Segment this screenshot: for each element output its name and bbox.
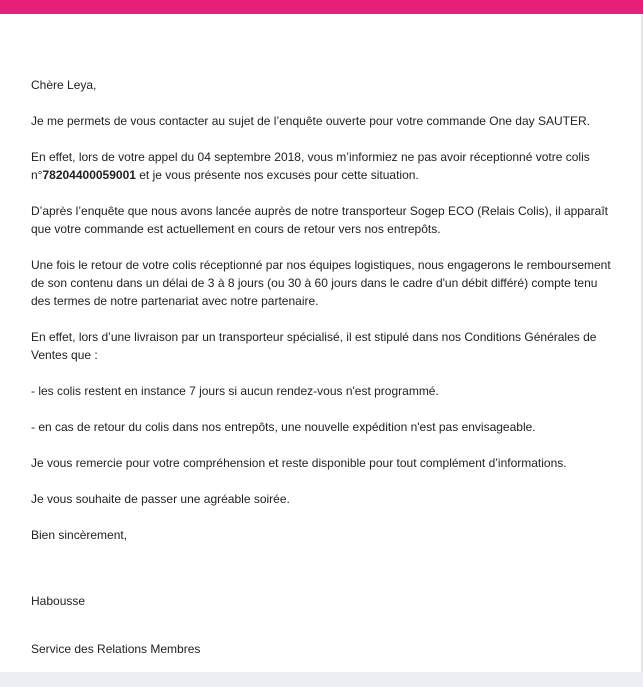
- signature-name: Habousse: [31, 594, 86, 608]
- paragraph-investigation: Je me permets de vous contacter au sujet de l’enquête ouverte pour votre commande One day SAUTER.: [31, 114, 590, 128]
- paragraph-survey-line-1: D’après l’enquête que nous avons lancée auprès de notre transporteur Sogep ECO (Relais Colis), il apparaît: [31, 204, 608, 218]
- paragraph-survey-line-2: que votre commande est actuellement en cours de retour vers nos entrepôts.: [31, 222, 441, 236]
- bullet-pending-parcels: - les colis restent en instance 7 jours si aucun rendez-vous n'est programmé.: [31, 384, 439, 398]
- paragraph-evening-wishes: Je vous souhaite de passer une agréable soirée.: [31, 492, 290, 506]
- bottom-background-band: [0, 672, 643, 687]
- paragraph-call-suffix: et je vous présente nos excuses pour cette situation.: [135, 168, 419, 182]
- paragraph-call-line-2: [31, 166, 625, 184]
- bullet-return-policy: - en cas de retour du colis dans nos entrepôts, une nouvelle expédition n'est pas envisageable.: [31, 420, 536, 434]
- closing: Bien sincèrement,: [31, 528, 128, 542]
- parcel-number-prefix: n°: [31, 168, 43, 182]
- paragraph-thanks: Je vous remercie pour votre compréhension et reste disponible pour tout complément d’informations.: [31, 456, 567, 470]
- paragraph-terms-line-1: En effet, lors d’une livraison par un transporteur spécialisé, il est stipulé dans nos Conditions Générales de: [31, 330, 597, 344]
- paragraph-refund-line-1: Une fois le retour de votre colis réceptionné par nos équipes logistiques, nous engagerons le remboursement: [31, 258, 611, 272]
- paragraph-refund-line-3: des termes de notre partenariat avec notre partenaire.: [31, 294, 319, 308]
- paragraph-refund-line-2: de son contenu dans un délai de 3 à 8 jours (ou 30 à 60 jours dans le cadre d'un débit différé) compte tenu: [31, 276, 598, 290]
- parcel-number: 78204400059001: [42, 168, 136, 182]
- signature-department: Service des Relations Membres: [31, 642, 201, 656]
- paragraph-terms-line-2: Ventes que :: [31, 348, 98, 362]
- greeting: Chère Leya,: [31, 78, 97, 92]
- paragraph-call-line-1: En effet, lors de votre appel du 04 septembre 2018, vous m’informiez ne pas avoir réceptionné votre colis: [31, 150, 590, 164]
- accent-top-bar: [0, 0, 643, 14]
